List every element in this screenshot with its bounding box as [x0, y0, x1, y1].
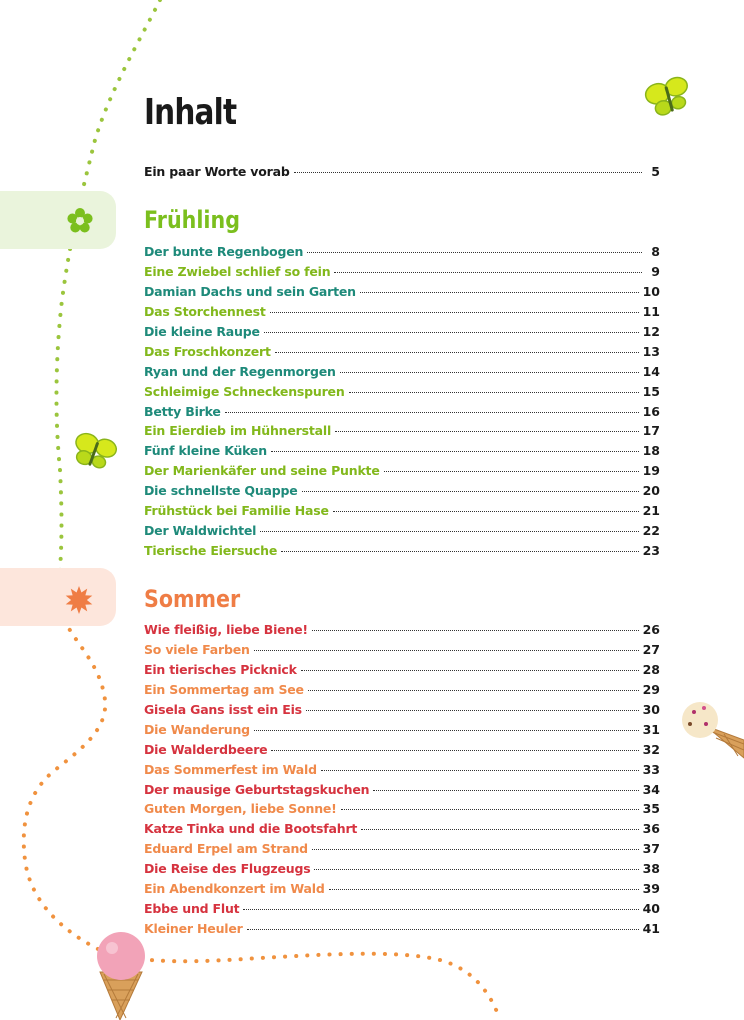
- section-heading-summer: Sommer: [144, 585, 241, 613]
- dot-leader: [333, 511, 639, 512]
- toc-entry: [144, 682, 660, 702]
- toc-entry: [144, 304, 660, 324]
- toc-entry: [144, 622, 660, 642]
- toc-entry: [144, 722, 660, 742]
- toc-entry-page: 15: [642, 383, 660, 399]
- toc-entry: [144, 443, 660, 463]
- toc-entry: [144, 164, 660, 184]
- dot-leader: [321, 770, 639, 771]
- dot-leader: [349, 392, 639, 393]
- toc-entry: [144, 702, 660, 722]
- dot-leader: [340, 372, 639, 373]
- toc-entry: [144, 841, 660, 861]
- dot-leader: [275, 352, 639, 353]
- toc-entry: [144, 264, 660, 284]
- toc-entry: [144, 742, 660, 762]
- toc-entry-title: Das Froschkonzert: [144, 343, 271, 359]
- toc-entry: [144, 483, 660, 503]
- toc-entry-page: 21: [642, 503, 660, 519]
- toc-entry-title: Der bunte Regenbogen: [144, 244, 304, 259]
- toc-entry-page: 12: [642, 323, 660, 339]
- toc-entry-title: Die schnellste Quappe: [144, 483, 298, 499]
- toc-entry-title: Gisela Gans isst ein Eis: [144, 701, 302, 717]
- toc-entry: [144, 901, 660, 921]
- toc-entry-title: Damian Dachs und sein Garten: [144, 283, 356, 299]
- toc-entry-title: Der Marienkäfer und seine Punkte: [144, 463, 380, 479]
- dot-leader: [301, 670, 639, 671]
- toc-entry-title: Frühstück bei Familie Hase: [144, 503, 329, 519]
- dot-leader: [307, 252, 642, 253]
- toc-entry: [144, 543, 660, 563]
- toc-entry-page: 31: [642, 721, 660, 737]
- toc-entry: [144, 244, 660, 264]
- toc-entry-page: 16: [642, 403, 660, 419]
- dot-leader: [247, 929, 639, 930]
- toc-entry-page: 18: [642, 443, 660, 459]
- toc-entry-page: 39: [642, 881, 660, 897]
- toc-entry-page: 36: [642, 821, 660, 837]
- toc-entry-title: Das Sommerfest im Wald: [144, 761, 317, 777]
- toc-entry-page: 8: [651, 244, 660, 259]
- toc-entry-title: Ryan und der Regenmorgen: [144, 363, 336, 379]
- section-heading-spring: Frühling: [144, 206, 240, 234]
- dot-leader: [384, 471, 639, 472]
- toc-entry-page: 30: [642, 701, 660, 717]
- toc-entry: [144, 861, 660, 881]
- toc-entry-title: Der mausige Geburtstagskuchen: [144, 781, 370, 797]
- toc-entry-page: 28: [642, 661, 660, 677]
- toc-entry: [144, 463, 660, 483]
- toc-entry-title: Die Walderdbeere: [144, 741, 268, 757]
- toc-entry-title: Ein Eierdieb im Hühnerstall: [144, 423, 332, 439]
- toc-entry-page: 33: [642, 761, 660, 777]
- toc-entry-title: Der Waldwichtel: [144, 523, 257, 539]
- dot-leader: [373, 790, 638, 791]
- toc-entry-title: Kleiner Heuler: [144, 921, 243, 937]
- toc-entry-page: 14: [642, 363, 660, 379]
- ice-cream-icon: [676, 696, 744, 760]
- toc-entry: [144, 881, 660, 901]
- toc-entry: [144, 523, 660, 543]
- dot-leader: [314, 869, 638, 870]
- toc-entry-title: Ein tierisches Picknick: [144, 661, 297, 677]
- toc-entry-title: Die Wanderung: [144, 721, 250, 737]
- toc-entry-page: 19: [642, 463, 660, 479]
- ice-cream-cone-icon: [90, 930, 154, 1020]
- dot-leader: [334, 272, 642, 273]
- dot-leader: [306, 710, 639, 711]
- toc-entry: [144, 503, 660, 523]
- toc-entry: [144, 423, 660, 443]
- toc-intro: [144, 164, 660, 184]
- spring-tab: [0, 191, 116, 249]
- dot-leader: [260, 531, 638, 532]
- toc-entry-page: 17: [642, 423, 660, 439]
- dot-leader: [225, 412, 639, 413]
- toc-entry-page: 5: [651, 164, 660, 179]
- toc-entry: [144, 344, 660, 364]
- toc-entry: [144, 801, 660, 821]
- toc-entry: [144, 404, 660, 424]
- toc-entry-page: 23: [642, 543, 660, 559]
- butterfly-icon-left: [70, 430, 118, 476]
- flower-icon: [66, 207, 94, 235]
- toc-entry-title: Schleimige Schneckenspuren: [144, 383, 345, 399]
- toc-spring: [144, 244, 660, 563]
- toc-entry-title: Die Reise des Flugzeugs: [144, 861, 311, 877]
- toc-entry-page: 40: [642, 901, 660, 917]
- toc-summer: [144, 622, 660, 941]
- dot-leader: [312, 630, 639, 631]
- toc-entry-page: 41: [642, 921, 660, 937]
- toc-entry-page: 11: [642, 303, 660, 319]
- dot-leader: [281, 551, 638, 552]
- toc-entry-page: 37: [642, 841, 660, 857]
- toc-entry: [144, 821, 660, 841]
- toc-entry: [144, 921, 660, 941]
- toc-entry-page: 38: [642, 861, 660, 877]
- toc-entry-title: Fünf kleine Küken: [144, 443, 267, 459]
- toc-entry: [144, 284, 660, 304]
- dot-leader: [308, 690, 639, 691]
- toc-entry: [144, 384, 660, 404]
- toc-entry-title: Ein Abendkonzert im Wald: [144, 881, 325, 897]
- toc-entry: [144, 642, 660, 662]
- toc-entry-page: 29: [642, 681, 660, 697]
- toc-entry: [144, 364, 660, 384]
- toc-entry-page: 10: [642, 283, 660, 299]
- toc-entry-page: 13: [642, 343, 660, 359]
- toc-entry-page: 27: [642, 641, 660, 657]
- dot-leader: [271, 451, 639, 452]
- toc-entry-page: 26: [642, 622, 660, 637]
- toc-entry-title: Betty Birke: [144, 403, 221, 419]
- sun-icon: [64, 585, 94, 615]
- dot-leader: [361, 829, 638, 830]
- toc-entry-page: 22: [642, 523, 660, 539]
- dot-leader: [254, 650, 639, 651]
- toc-entry-title: Eine Zwiebel schlief so fein: [144, 263, 331, 279]
- toc-entry-page: 35: [642, 801, 660, 817]
- dot-leader: [329, 889, 639, 890]
- toc-entry-page: 9: [651, 263, 660, 279]
- toc-entry-title: Ebbe und Flut: [144, 901, 240, 917]
- toc-entry: [144, 662, 660, 682]
- toc-entry: [144, 762, 660, 782]
- dot-leader: [243, 909, 638, 910]
- dot-leader: [254, 730, 639, 731]
- toc-entry-title: Ein Sommertag am See: [144, 681, 304, 697]
- toc-entry: [144, 782, 660, 802]
- page-title: Inhalt: [144, 92, 237, 133]
- toc-entry-page: 20: [642, 483, 660, 499]
- dot-leader: [312, 849, 639, 850]
- toc-entry-page: 34: [642, 781, 660, 797]
- dot-leader: [341, 809, 639, 810]
- toc-entry-title: Tierische Eiersuche: [144, 543, 278, 559]
- dot-leader: [294, 172, 642, 173]
- toc-entry-title: Ein paar Worte vorab: [144, 164, 290, 179]
- toc-entry-page: 32: [642, 741, 660, 757]
- summer-tab: [0, 568, 116, 626]
- toc-entry-title: Wie fleißig, liebe Biene!: [144, 622, 308, 637]
- toc-entry-title: Katze Tinka und die Bootsfahrt: [144, 821, 358, 837]
- toc-entry-title: So viele Farben: [144, 641, 250, 657]
- toc-entry-title: Guten Morgen, liebe Sonne!: [144, 801, 337, 817]
- toc-entry: [144, 324, 660, 344]
- butterfly-icon: [644, 74, 694, 122]
- toc-entry-title: Die kleine Raupe: [144, 323, 260, 339]
- dot-leader: [264, 332, 639, 333]
- dot-leader: [270, 312, 639, 313]
- toc-entry-title: Eduard Erpel am Strand: [144, 841, 308, 857]
- toc-entry-title: Das Storchennest: [144, 303, 266, 319]
- dot-leader: [360, 292, 639, 293]
- dot-leader: [335, 431, 639, 432]
- dot-leader: [302, 491, 639, 492]
- dot-leader: [271, 750, 638, 751]
